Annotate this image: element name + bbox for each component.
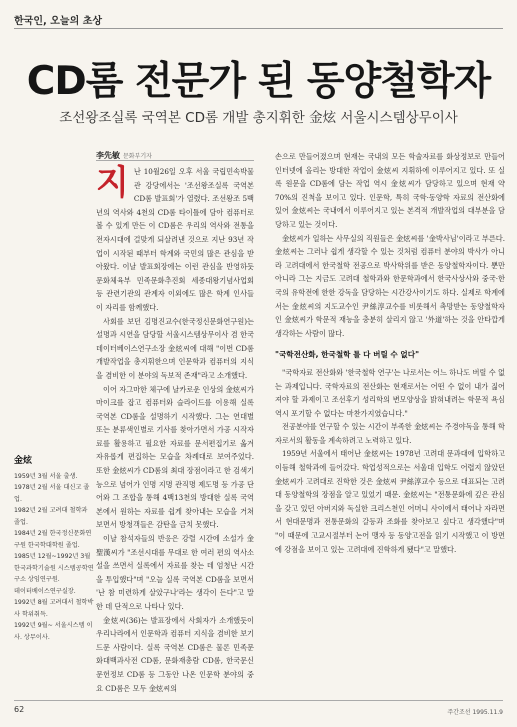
article-left-column: [96, 165, 254, 695]
right-paragraph-2: 金炫씨가 일하는 사무실의 직원들은 金炫씨를 '金박사님'이라고 부른다. 金炫씨는 그러나 쉽게 생각할 수 있는 것처럼 컴퓨터 분야의 박사가 아니라 고려대에서 한국철학 전공으로 박사학위를 받은 동양철학자이다. 뿐만 아니라 그는 지금도 고려대 철학과와 한문학과에서 한국사상사와 중국·한국의 유학전에 한한 강독을 담당하는 시간강사이기도 하다. 실제로 학계에서는 金炫씨의 지도교수인 尹絲淳교수를 비롯해서 촉망받는 동양철학자인 金炫씨가 학문적 재능을 충분히 살리지 않고 '外道'하는 것을 안타깝게 생각하는 사람이 많다.: [275, 233, 505, 338]
sidebar-item: 1992년 9월~ 서울시스템 이사. 상무이사.: [14, 622, 93, 641]
left-paragraph-4: 이날 참석자들의 반응은 강렬 시간에 소설가 金聖漢씨가 "조선시대를 무대로 한 여러 편의 역사소설을 쓰면서 실록에서 자료를 찾는 데 엄청난 시간을 투입했다"며 "오늘 실록 국역본 CD롬을 보면서 '난 참 미련하게 살았구나'라는 생각이 든다"고 말한 데 단적으로 나타나 있다.: [96, 534, 254, 611]
sidebar-item: 1959년 3월 서울 출생.: [14, 472, 78, 480]
headline: CD롬 전문가 된 동양철학자: [26, 59, 491, 104]
left-paragraph-5: 金炫씨(36)는 발표장에서 사회자가 소개했듯이 우리나라에서 인문학과 컴퓨터 지식을 겸비한 보기 드문 사람이다. 실록 국역본 CD롬은 물론 민족문화대백과사전 CD롬, 문화재총람 CD롬, 한국문신문헌정보 CD롬 등 그동안 나온 인문학 분야의 중요 CD롬은 모두 金炫씨의: [96, 615, 254, 693]
sidebar-item: 1992년 8월 고려대서 철학박사 학위취득.: [14, 599, 94, 618]
sidebar-item: 데이터베이스연구실장.: [14, 587, 76, 595]
sidebar-item: 1985년 12월~1992년 3월 한국과학기술원 시스템공학연구소 상임연구원.: [14, 553, 94, 583]
profile-sidebar: [14, 456, 94, 643]
sidebar-item: 1982년 2월 고려대 철학과 졸업.: [14, 507, 88, 526]
byline-role: 문화부기자: [123, 153, 152, 160]
right-paragraph-3: "국학자료 전산화와 '한국철학 연구'는 나로서는 어느 하나도 버릴 수 없는 과제입니다. 국학자료의 전산화는 현재로서는 어떤 수 없이 내가 짊어져야 할 과제이고 조선후기 성리학의 변모양상을 밝혀내려는 학문적 욕심 역시 포기할 수 없다는 마찬가지였습니다.": [275, 367, 505, 418]
right-paragraph-1: 손으로 만들어졌으며 현재는 국내의 모든 학술자료를 화상정보로 만들어 인터넷에 올리는 방대한 작업이 金炫씨 지휘하에 이루어지고 있다. 또 실록 원문을 CD롬에 담는 작업 역시 金炫씨가 담당하고 있으며 현재 약 70%의 진척을 보이고 있다. 인문학, 특히 국학·동양학 자료의 전산화에 있어 金炫씨는 국내에서 이루어지고 있는 본격적 개발작업의 대부분을 담당하고 있는 것이다.: [275, 152, 505, 229]
drop-cap: 지: [96, 163, 129, 203]
publication-footer: 주간조선 1995.11.9: [447, 709, 503, 716]
top-divider: [14, 28, 503, 29]
bottom-divider: [14, 700, 503, 701]
right-paragraph-4: 전공분야를 연구할 수 있는 시간이 부족한 金炫씨는 주경야독을 통해 학자로서의 활동을 계속하려고 노력하고 있다.: [275, 422, 505, 445]
byline-divider: [96, 160, 254, 161]
article-right-column: [275, 150, 505, 556]
page-number: 62: [14, 705, 25, 714]
section-label: 한국인, 오늘의 초상: [14, 16, 103, 27]
left-paragraph-3: 이어 자그마한 체구에 날카로운 인상의 金炫씨가 마이크를 잡고 컴퓨터와 슬라이드를 이용해 실록 국역본 CD롬을 설명하기 시작했다. 그는 연대별 또는 분류색인별로 기사를 찾아가면서 가공 시작자료를 활용하고 필요한 자료를 문서편집기로 옮겨 자유롭게 편집하는 모습을 차례대로 보여주었다. 또한 金炫씨가 CD롬의 최대 장점이라고 한 검색기능으로 넘어가 인명 지명 관직명 제도명 등 가공 단어와 그 조합을 통해 4백13천의 방대한 실록 국역본에서 원하는 자료를 쉽게 찾아내는 모습을 거쳐보면서 방청객들은 감탄을 금치 못했다.: [96, 384, 254, 530]
left-paragraph-1: 난 10월26일 오후 서울 국립민속박물관 강당에서는 '조선왕조실록 국역본 CD롬 발표회'가 열렸다. 조선왕조 5백년의 역사와 4천의 CD롬 타이틀에 담아 컴퓨터로 볼 수 있게 만든 이 CD롬은 우리의 역사와 전통을 전자시대에 걸맞게 되살려낸 것으로 지난 93년 작업이 시작된 때부터 학계와 국민의 많은 관심을 받아왔다. 이날 발표회장에는 이런 관심을 반영하듯 문화체육부 민족문화추진회 세종대왕기념사업회 등 관련기관의 관계자 이외에도 많은 학계 인사들이 자리를 함께했다.: [96, 167, 254, 312]
sidebar-title: 金炫: [14, 456, 33, 466]
section-heading: "국학전산화, 한국철학 틀 다 버릴 수 없다": [275, 350, 420, 360]
left-paragraph-2: 사회를 보던 김명진교수(한국정신문화연구원)는 설명과 시연을 담당할 서울시스템상무이사 겸 한국데이터베이스연구소장 金炫씨에 대해 "이번 CD롬 개발작업을 총지휘한으며 인문학과 컴퓨터의 지식을 겸비한 이 분야의 독보적 존재"라고 소개했다.: [96, 316, 254, 380]
sidebar-item: 1984년 2월 한국정신문화연구원 한국학대학원 졸업.: [14, 530, 92, 549]
byline-name: 李先敏: [96, 151, 120, 160]
right-paragraph-5: 1959년 서울에서 태어난 金炫씨는 1978년 고려대 문과대에 입학하고 이듬해 철학과에 들어갔다. 학업성적으로는 서울대 입학도 어렵지 않았던 金炫씨가 고려대로 진학한 것은 金炫씨 尹絲淳교수 등으로 대표되는 고려대 동양철학의 장점을 알고 있었기 때문. 金炫씨는 "전통문화에 깊은 관심을 갖고 있던 아버지와 독실한 크리스천인 어머니 사이에서 태어나 자라면서 현대문명과 전통문화의 갈등과 조화를 찾아보고 싶다고 생각했다"며 "이 때문에 고교시절부터 논어 맹자 등 동양고전을 읽기 시작했고 이 방면에 강점을 보이고 있는 고려대에 진학하게 됐다"고 말했다.: [275, 449, 505, 554]
subheadline: 조선왕조실록 국역본 CD롬 개발 총지휘한 金炫 서울시스템상무이사: [59, 110, 458, 126]
sidebar-item: 1978년 2월 서울 대신고 졸업.: [14, 484, 90, 503]
